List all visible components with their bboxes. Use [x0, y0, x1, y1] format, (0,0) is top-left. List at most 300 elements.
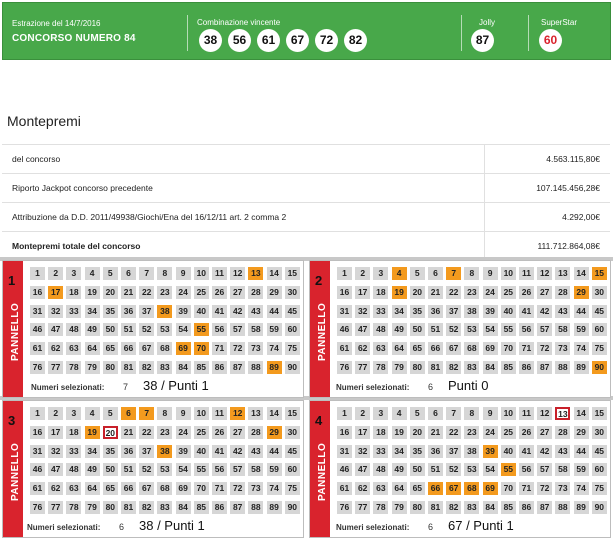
number-cell[interactable]: 35 — [103, 445, 118, 458]
number-cell[interactable]: 50 — [103, 323, 118, 336]
number-cell[interactable]: 48 — [66, 323, 81, 336]
number-cell[interactable]: 26 — [519, 286, 534, 299]
number-cell[interactable]: 9 — [176, 267, 191, 280]
number-cell[interactable]: 47 — [48, 323, 63, 336]
number-cell[interactable]: 72 — [230, 342, 245, 355]
number-cell[interactable]: 2 — [355, 407, 370, 420]
number-cell[interactable]: 53 — [464, 323, 479, 336]
number-cell[interactable]: 48 — [66, 463, 81, 476]
number-cell[interactable]: 5 — [103, 407, 118, 420]
number-cell[interactable]: 88 — [248, 361, 263, 374]
number-cell[interactable]: 13 — [555, 407, 570, 420]
number-cell[interactable]: 61 — [337, 482, 352, 495]
number-cell[interactable]: 55 — [501, 463, 516, 476]
number-cell[interactable]: 21 — [428, 426, 443, 439]
number-cell[interactable]: 62 — [48, 342, 63, 355]
number-cell[interactable]: 90 — [285, 361, 300, 374]
number-cell[interactable]: 21 — [121, 286, 136, 299]
number-cell[interactable]: 73 — [248, 482, 263, 495]
number-cell[interactable]: 24 — [176, 286, 191, 299]
number-cell[interactable]: 58 — [555, 463, 570, 476]
number-cell[interactable]: 32 — [355, 445, 370, 458]
number-cell[interactable]: 8 — [157, 407, 172, 420]
number-cell[interactable]: 86 — [212, 361, 227, 374]
number-cell[interactable]: 33 — [66, 305, 81, 318]
number-cell[interactable]: 68 — [464, 482, 479, 495]
number-cell[interactable]: 16 — [30, 286, 45, 299]
number-cell[interactable]: 88 — [555, 501, 570, 514]
number-cell[interactable]: 66 — [428, 342, 443, 355]
number-cell[interactable]: 16 — [337, 286, 352, 299]
number-cell[interactable]: 61 — [30, 342, 45, 355]
number-cell[interactable]: 42 — [230, 445, 245, 458]
number-cell[interactable]: 75 — [285, 342, 300, 355]
number-cell[interactable]: 11 — [519, 407, 534, 420]
number-cell[interactable]: 75 — [592, 482, 607, 495]
number-cell[interactable]: 81 — [121, 361, 136, 374]
number-cell[interactable]: 30 — [285, 426, 300, 439]
number-cell[interactable]: 1 — [30, 407, 45, 420]
number-cell[interactable]: 34 — [85, 445, 100, 458]
number-cell[interactable]: 31 — [337, 445, 352, 458]
number-cell[interactable]: 11 — [212, 267, 227, 280]
number-cell[interactable]: 13 — [248, 267, 263, 280]
number-cell[interactable]: 59 — [267, 323, 282, 336]
number-cell[interactable]: 56 — [212, 323, 227, 336]
number-cell[interactable]: 65 — [103, 482, 118, 495]
number-cell[interactable]: 69 — [483, 342, 498, 355]
number-cell[interactable]: 44 — [574, 305, 589, 318]
number-cell[interactable]: 4 — [85, 267, 100, 280]
number-cell[interactable]: 43 — [555, 445, 570, 458]
number-cell[interactable]: 58 — [555, 323, 570, 336]
number-cell[interactable]: 9 — [483, 267, 498, 280]
number-cell[interactable]: 28 — [248, 286, 263, 299]
number-cell[interactable]: 36 — [121, 445, 136, 458]
number-cell[interactable]: 57 — [537, 323, 552, 336]
number-cell[interactable]: 70 — [501, 342, 516, 355]
number-cell[interactable]: 18 — [373, 286, 388, 299]
number-cell[interactable]: 73 — [248, 342, 263, 355]
number-cell[interactable]: 17 — [355, 286, 370, 299]
number-cell[interactable]: 51 — [428, 463, 443, 476]
number-cell[interactable]: 54 — [176, 463, 191, 476]
number-cell[interactable]: 1 — [337, 407, 352, 420]
number-cell[interactable]: 69 — [176, 482, 191, 495]
number-cell[interactable]: 45 — [285, 445, 300, 458]
number-cell[interactable]: 81 — [428, 501, 443, 514]
number-cell[interactable]: 4 — [392, 407, 407, 420]
number-cell[interactable]: 8 — [464, 267, 479, 280]
number-cell[interactable]: 31 — [30, 445, 45, 458]
number-cell[interactable]: 11 — [519, 267, 534, 280]
number-cell[interactable]: 64 — [85, 482, 100, 495]
number-cell[interactable]: 24 — [483, 286, 498, 299]
number-cell[interactable]: 78 — [66, 501, 81, 514]
number-cell[interactable]: 52 — [446, 323, 461, 336]
number-cell[interactable]: 79 — [85, 501, 100, 514]
number-cell[interactable]: 6 — [121, 407, 136, 420]
number-cell[interactable]: 44 — [267, 305, 282, 318]
number-cell[interactable]: 85 — [501, 361, 516, 374]
number-cell[interactable]: 42 — [537, 305, 552, 318]
number-cell[interactable]: 62 — [48, 482, 63, 495]
number-cell[interactable]: 40 — [194, 305, 209, 318]
number-cell[interactable]: 19 — [85, 286, 100, 299]
number-cell[interactable]: 70 — [501, 482, 516, 495]
number-cell[interactable]: 37 — [446, 445, 461, 458]
number-cell[interactable]: 51 — [428, 323, 443, 336]
number-cell[interactable]: 41 — [519, 305, 534, 318]
number-cell[interactable]: 76 — [337, 361, 352, 374]
number-cell[interactable]: 27 — [230, 286, 245, 299]
number-cell[interactable]: 35 — [103, 305, 118, 318]
number-cell[interactable]: 69 — [483, 482, 498, 495]
number-cell[interactable]: 10 — [194, 267, 209, 280]
number-cell[interactable]: 12 — [230, 407, 245, 420]
number-cell[interactable]: 87 — [230, 361, 245, 374]
number-cell[interactable]: 40 — [501, 445, 516, 458]
number-cell[interactable]: 85 — [194, 501, 209, 514]
number-cell[interactable]: 19 — [392, 286, 407, 299]
number-cell[interactable]: 83 — [157, 361, 172, 374]
number-cell[interactable]: 14 — [267, 267, 282, 280]
number-cell[interactable]: 74 — [574, 482, 589, 495]
number-cell[interactable]: 50 — [103, 463, 118, 476]
number-cell[interactable]: 44 — [574, 445, 589, 458]
number-cell[interactable]: 22 — [139, 286, 154, 299]
number-cell[interactable]: 51 — [121, 323, 136, 336]
number-cell[interactable]: 26 — [212, 426, 227, 439]
number-cell[interactable]: 32 — [48, 305, 63, 318]
number-cell[interactable]: 56 — [212, 463, 227, 476]
number-cell[interactable]: 7 — [139, 407, 154, 420]
number-cell[interactable]: 38 — [464, 305, 479, 318]
number-cell[interactable]: 53 — [464, 463, 479, 476]
number-cell[interactable]: 54 — [483, 323, 498, 336]
number-cell[interactable]: 87 — [230, 501, 245, 514]
number-cell[interactable]: 17 — [48, 286, 63, 299]
number-cell[interactable]: 36 — [428, 305, 443, 318]
number-cell[interactable]: 57 — [230, 323, 245, 336]
number-cell[interactable]: 26 — [519, 426, 534, 439]
number-cell[interactable]: 52 — [446, 463, 461, 476]
number-cell[interactable]: 49 — [392, 323, 407, 336]
number-cell[interactable]: 90 — [592, 501, 607, 514]
number-cell[interactable]: 61 — [337, 342, 352, 355]
number-cell[interactable]: 39 — [483, 305, 498, 318]
number-cell[interactable]: 79 — [392, 501, 407, 514]
number-cell[interactable]: 81 — [121, 501, 136, 514]
number-cell[interactable]: 88 — [248, 501, 263, 514]
number-cell[interactable]: 79 — [85, 361, 100, 374]
number-cell[interactable]: 47 — [355, 463, 370, 476]
number-cell[interactable]: 21 — [121, 426, 136, 439]
number-cell[interactable]: 77 — [48, 501, 63, 514]
number-cell[interactable]: 89 — [574, 501, 589, 514]
number-cell[interactable]: 46 — [30, 463, 45, 476]
number-cell[interactable]: 23 — [464, 286, 479, 299]
number-cell[interactable]: 10 — [501, 407, 516, 420]
number-cell[interactable]: 27 — [537, 286, 552, 299]
number-cell[interactable]: 53 — [157, 463, 172, 476]
number-cell[interactable]: 5 — [410, 267, 425, 280]
number-cell[interactable]: 54 — [176, 323, 191, 336]
number-cell[interactable]: 6 — [121, 267, 136, 280]
number-cell[interactable]: 30 — [285, 286, 300, 299]
number-cell[interactable]: 3 — [373, 267, 388, 280]
number-cell[interactable]: 23 — [157, 286, 172, 299]
number-cell[interactable]: 10 — [194, 407, 209, 420]
number-cell[interactable]: 86 — [519, 501, 534, 514]
number-cell[interactable]: 13 — [248, 407, 263, 420]
number-cell[interactable]: 7 — [446, 267, 461, 280]
number-cell[interactable]: 43 — [248, 445, 263, 458]
number-cell[interactable]: 77 — [355, 501, 370, 514]
number-cell[interactable]: 69 — [176, 342, 191, 355]
number-cell[interactable]: 13 — [555, 267, 570, 280]
number-cell[interactable]: 71 — [212, 482, 227, 495]
number-cell[interactable]: 86 — [519, 361, 534, 374]
number-cell[interactable]: 88 — [555, 361, 570, 374]
number-cell[interactable]: 12 — [537, 267, 552, 280]
number-cell[interactable]: 42 — [537, 445, 552, 458]
number-cell[interactable]: 57 — [230, 463, 245, 476]
number-cell[interactable]: 68 — [157, 482, 172, 495]
number-cell[interactable]: 56 — [519, 463, 534, 476]
number-cell[interactable]: 84 — [176, 501, 191, 514]
number-cell[interactable]: 20 — [103, 286, 118, 299]
number-cell[interactable]: 33 — [66, 445, 81, 458]
number-cell[interactable]: 41 — [212, 445, 227, 458]
number-cell[interactable]: 7 — [446, 407, 461, 420]
number-cell[interactable]: 79 — [392, 361, 407, 374]
number-cell[interactable]: 62 — [355, 482, 370, 495]
number-cell[interactable]: 27 — [537, 426, 552, 439]
number-cell[interactable]: 17 — [355, 426, 370, 439]
number-cell[interactable]: 64 — [392, 342, 407, 355]
number-cell[interactable]: 3 — [373, 407, 388, 420]
number-cell[interactable]: 9 — [176, 407, 191, 420]
number-cell[interactable]: 34 — [392, 305, 407, 318]
number-cell[interactable]: 64 — [392, 482, 407, 495]
number-cell[interactable]: 45 — [285, 305, 300, 318]
number-cell[interactable]: 76 — [30, 361, 45, 374]
number-cell[interactable]: 89 — [267, 361, 282, 374]
number-cell[interactable]: 80 — [410, 361, 425, 374]
number-cell[interactable]: 42 — [230, 305, 245, 318]
number-cell[interactable]: 6 — [428, 267, 443, 280]
number-cell[interactable]: 46 — [337, 323, 352, 336]
number-cell[interactable]: 66 — [121, 342, 136, 355]
number-cell[interactable]: 78 — [373, 361, 388, 374]
number-cell[interactable]: 84 — [176, 361, 191, 374]
number-cell[interactable]: 16 — [30, 426, 45, 439]
number-cell[interactable]: 63 — [373, 482, 388, 495]
number-cell[interactable]: 12 — [537, 407, 552, 420]
number-cell[interactable]: 5 — [410, 407, 425, 420]
number-cell[interactable]: 29 — [574, 286, 589, 299]
number-cell[interactable]: 20 — [410, 286, 425, 299]
number-cell[interactable]: 89 — [267, 501, 282, 514]
number-cell[interactable]: 41 — [212, 305, 227, 318]
number-cell[interactable]: 66 — [121, 482, 136, 495]
number-cell[interactable]: 4 — [85, 407, 100, 420]
number-cell[interactable]: 55 — [501, 323, 516, 336]
number-cell[interactable]: 16 — [337, 426, 352, 439]
number-cell[interactable]: 37 — [139, 305, 154, 318]
number-cell[interactable]: 77 — [48, 361, 63, 374]
number-cell[interactable]: 21 — [428, 286, 443, 299]
number-cell[interactable]: 37 — [139, 445, 154, 458]
number-cell[interactable]: 67 — [139, 482, 154, 495]
number-cell[interactable]: 89 — [574, 361, 589, 374]
number-cell[interactable]: 19 — [85, 426, 100, 439]
number-cell[interactable]: 85 — [501, 501, 516, 514]
number-cell[interactable]: 18 — [66, 426, 81, 439]
number-cell[interactable]: 2 — [48, 267, 63, 280]
number-cell[interactable]: 72 — [537, 342, 552, 355]
number-cell[interactable]: 46 — [337, 463, 352, 476]
number-cell[interactable]: 1 — [337, 267, 352, 280]
number-cell[interactable]: 82 — [139, 361, 154, 374]
number-cell[interactable]: 66 — [428, 482, 443, 495]
number-cell[interactable]: 39 — [176, 305, 191, 318]
number-cell[interactable]: 87 — [537, 501, 552, 514]
number-cell[interactable]: 59 — [574, 463, 589, 476]
number-cell[interactable]: 29 — [574, 426, 589, 439]
number-cell[interactable]: 18 — [373, 426, 388, 439]
number-cell[interactable]: 20 — [103, 426, 118, 439]
number-cell[interactable]: 71 — [212, 342, 227, 355]
number-cell[interactable]: 23 — [157, 426, 172, 439]
number-cell[interactable]: 53 — [157, 323, 172, 336]
number-cell[interactable]: 28 — [555, 286, 570, 299]
number-cell[interactable]: 65 — [410, 342, 425, 355]
number-cell[interactable]: 87 — [537, 361, 552, 374]
number-cell[interactable]: 25 — [501, 286, 516, 299]
number-cell[interactable]: 60 — [592, 463, 607, 476]
number-cell[interactable]: 35 — [410, 305, 425, 318]
number-cell[interactable]: 12 — [230, 267, 245, 280]
number-cell[interactable]: 73 — [555, 342, 570, 355]
number-cell[interactable]: 3 — [66, 267, 81, 280]
number-cell[interactable]: 48 — [373, 463, 388, 476]
number-cell[interactable]: 83 — [157, 501, 172, 514]
number-cell[interactable]: 47 — [48, 463, 63, 476]
number-cell[interactable]: 32 — [355, 305, 370, 318]
number-cell[interactable]: 84 — [483, 361, 498, 374]
number-cell[interactable]: 26 — [212, 286, 227, 299]
number-cell[interactable]: 70 — [194, 482, 209, 495]
number-cell[interactable]: 40 — [501, 305, 516, 318]
number-cell[interactable]: 50 — [410, 463, 425, 476]
number-cell[interactable]: 17 — [48, 426, 63, 439]
number-cell[interactable]: 60 — [285, 463, 300, 476]
number-cell[interactable]: 44 — [267, 445, 282, 458]
number-cell[interactable]: 15 — [592, 407, 607, 420]
number-cell[interactable]: 28 — [248, 426, 263, 439]
number-cell[interactable]: 39 — [483, 445, 498, 458]
number-cell[interactable]: 55 — [194, 323, 209, 336]
number-cell[interactable]: 80 — [410, 501, 425, 514]
number-cell[interactable]: 40 — [194, 445, 209, 458]
number-cell[interactable]: 33 — [373, 305, 388, 318]
number-cell[interactable]: 29 — [267, 286, 282, 299]
number-cell[interactable]: 30 — [592, 426, 607, 439]
number-cell[interactable]: 8 — [464, 407, 479, 420]
number-cell[interactable]: 64 — [85, 342, 100, 355]
number-cell[interactable]: 80 — [103, 501, 118, 514]
number-cell[interactable]: 34 — [392, 445, 407, 458]
number-cell[interactable]: 67 — [446, 342, 461, 355]
number-cell[interactable]: 63 — [373, 342, 388, 355]
number-cell[interactable]: 27 — [230, 426, 245, 439]
number-cell[interactable]: 8 — [157, 267, 172, 280]
number-cell[interactable]: 83 — [464, 361, 479, 374]
number-cell[interactable]: 45 — [592, 445, 607, 458]
number-cell[interactable]: 35 — [410, 445, 425, 458]
number-cell[interactable]: 2 — [355, 267, 370, 280]
number-cell[interactable]: 1 — [30, 267, 45, 280]
number-cell[interactable]: 43 — [555, 305, 570, 318]
number-cell[interactable]: 38 — [157, 305, 172, 318]
number-cell[interactable]: 43 — [248, 305, 263, 318]
number-cell[interactable]: 59 — [574, 323, 589, 336]
number-cell[interactable]: 20 — [410, 426, 425, 439]
number-cell[interactable]: 22 — [446, 426, 461, 439]
number-cell[interactable]: 9 — [483, 407, 498, 420]
number-cell[interactable]: 61 — [30, 482, 45, 495]
number-cell[interactable]: 11 — [212, 407, 227, 420]
number-cell[interactable]: 24 — [483, 426, 498, 439]
number-cell[interactable]: 14 — [574, 267, 589, 280]
number-cell[interactable]: 73 — [555, 482, 570, 495]
number-cell[interactable]: 70 — [194, 342, 209, 355]
number-cell[interactable]: 37 — [446, 305, 461, 318]
number-cell[interactable]: 83 — [464, 501, 479, 514]
number-cell[interactable]: 65 — [410, 482, 425, 495]
number-cell[interactable]: 74 — [267, 342, 282, 355]
number-cell[interactable]: 85 — [194, 361, 209, 374]
number-cell[interactable]: 84 — [483, 501, 498, 514]
number-cell[interactable]: 38 — [464, 445, 479, 458]
number-cell[interactable]: 19 — [392, 426, 407, 439]
number-cell[interactable]: 34 — [85, 305, 100, 318]
number-cell[interactable]: 78 — [373, 501, 388, 514]
number-cell[interactable]: 52 — [139, 323, 154, 336]
number-cell[interactable]: 4 — [392, 267, 407, 280]
number-cell[interactable]: 72 — [230, 482, 245, 495]
number-cell[interactable]: 74 — [267, 482, 282, 495]
number-cell[interactable]: 38 — [157, 445, 172, 458]
number-cell[interactable]: 28 — [555, 426, 570, 439]
number-cell[interactable]: 15 — [285, 267, 300, 280]
number-cell[interactable]: 49 — [392, 463, 407, 476]
number-cell[interactable]: 48 — [373, 323, 388, 336]
number-cell[interactable]: 81 — [428, 361, 443, 374]
number-cell[interactable]: 10 — [501, 267, 516, 280]
number-cell[interactable]: 22 — [446, 286, 461, 299]
number-cell[interactable]: 49 — [85, 463, 100, 476]
number-cell[interactable]: 59 — [267, 463, 282, 476]
number-cell[interactable]: 25 — [194, 426, 209, 439]
number-cell[interactable]: 41 — [519, 445, 534, 458]
number-cell[interactable]: 74 — [574, 342, 589, 355]
number-cell[interactable]: 45 — [592, 305, 607, 318]
number-cell[interactable]: 72 — [537, 482, 552, 495]
number-cell[interactable]: 51 — [121, 463, 136, 476]
